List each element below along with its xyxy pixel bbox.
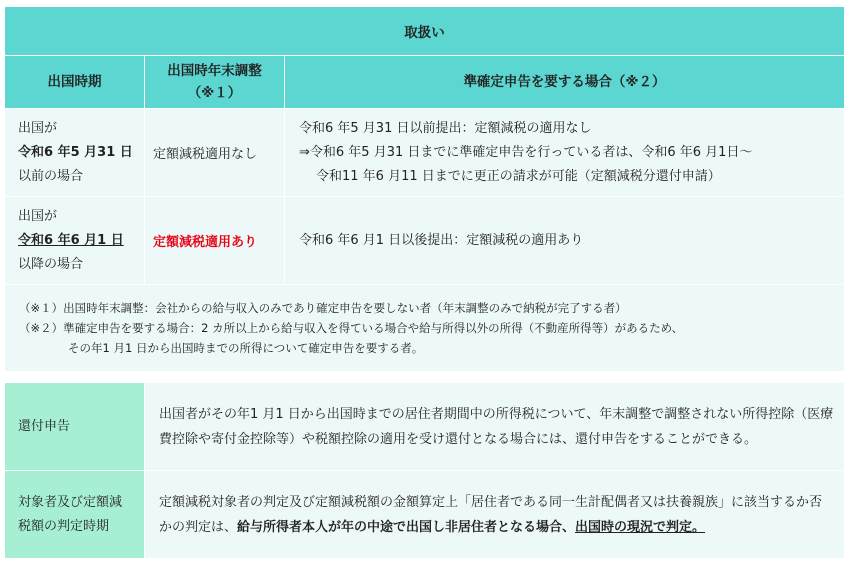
- header-year-end-adjustment-line2: （※１）: [187, 85, 242, 101]
- judgment-content-bold: 給与所得者本人が年の中途で出国し非居住者となる場合、: [237, 519, 576, 535]
- header-year-end-adjustment: [145, 56, 285, 109]
- row2-period-line3: 以降の場合: [18, 256, 84, 272]
- row2-period-line1: 出国が: [18, 208, 58, 224]
- judgment-content-plain: 定額減税対象者の判定及び定額減税額の金額算定上「居住者である同一生計配偶者又は扶養親族」に該当するか否かの判定は、: [159, 494, 823, 535]
- row1-period-line3: 以前の場合: [18, 168, 84, 184]
- row1-year-end-adjustment: 定額減税適用なし: [145, 109, 285, 197]
- row1-period-date: 令和6 年5 月31 日: [18, 144, 133, 160]
- footnote-1: （※１）出国時年末調整：会社からの給与収入のみであり確定申告を要しない者（年末調整のみで納税が完了する者）: [19, 301, 627, 315]
- page: [4, 6, 844, 559]
- handling-table: [4, 6, 845, 372]
- row2-quasi-final-return: 令和6 年6 月1 日以後提出：定額減税の適用あり: [285, 197, 845, 285]
- row2-year-end-adjustment: 定額減税適用あり: [145, 197, 285, 285]
- table-row: [5, 109, 845, 197]
- row1-return-line1: 令和6 年5 月31 日以前提出：定額減税の適用なし: [299, 120, 592, 136]
- row1-return-line2: ⇒令和6 年5 月31 日までに準確定申告を行っている者は、令和6 年6 月1日～: [299, 144, 753, 160]
- refund-table: [4, 382, 845, 559]
- row1-departure-period: [5, 109, 145, 197]
- table-row: [5, 471, 845, 559]
- table-title: 取扱い: [5, 7, 845, 56]
- table-row: [5, 197, 845, 285]
- footnote-2-line2: その年1 月1 日から出国時までの所得について確定申告を要する者。: [68, 341, 424, 355]
- refund-return-content: 出国者がその年1 月1 日から出国時までの居住者期間中の所得税について、年末調整で調整されない所得控除（医療費控除や寄付金控除等）や税額控除の適用を受け還付となる場合には、還付申告をすることができる。: [145, 383, 845, 471]
- row1-period-line1: 出国が: [18, 120, 58, 136]
- footnotes: [5, 285, 845, 372]
- judgment-timing-content: [145, 471, 845, 559]
- header-year-end-adjustment-line1: 出国時年末調整: [167, 63, 262, 79]
- judgment-content-bold-underline: 出国時の現況で判定。: [575, 519, 706, 535]
- header-departure-period: 出国時期: [5, 56, 145, 109]
- row2-departure-period: [5, 197, 145, 285]
- refund-return-label: 還付申告: [5, 383, 145, 471]
- judgment-timing-label-line2: 税額の判定時期: [18, 518, 110, 534]
- footnote-2-line1: （※２）準確定申告を要する場合：2 カ所以上から給与収入を得ている場合や給与所得以外の所得（不動産所得等）があるため、: [19, 321, 684, 335]
- row2-period-date: 令和6 年6 月1 日: [18, 232, 124, 248]
- row1-quasi-final-return: [285, 109, 845, 197]
- judgment-timing-label: [5, 471, 145, 559]
- judgment-timing-label-line1: 対象者及び定額減: [18, 494, 123, 510]
- table-row: [5, 383, 845, 471]
- row1-return-line3: 令和11 年6 月11 日までに更正の請求が可能（定額減税分還付申請）: [316, 168, 721, 184]
- header-quasi-final-return: 準確定申告を要する場合（※２）: [285, 56, 845, 109]
